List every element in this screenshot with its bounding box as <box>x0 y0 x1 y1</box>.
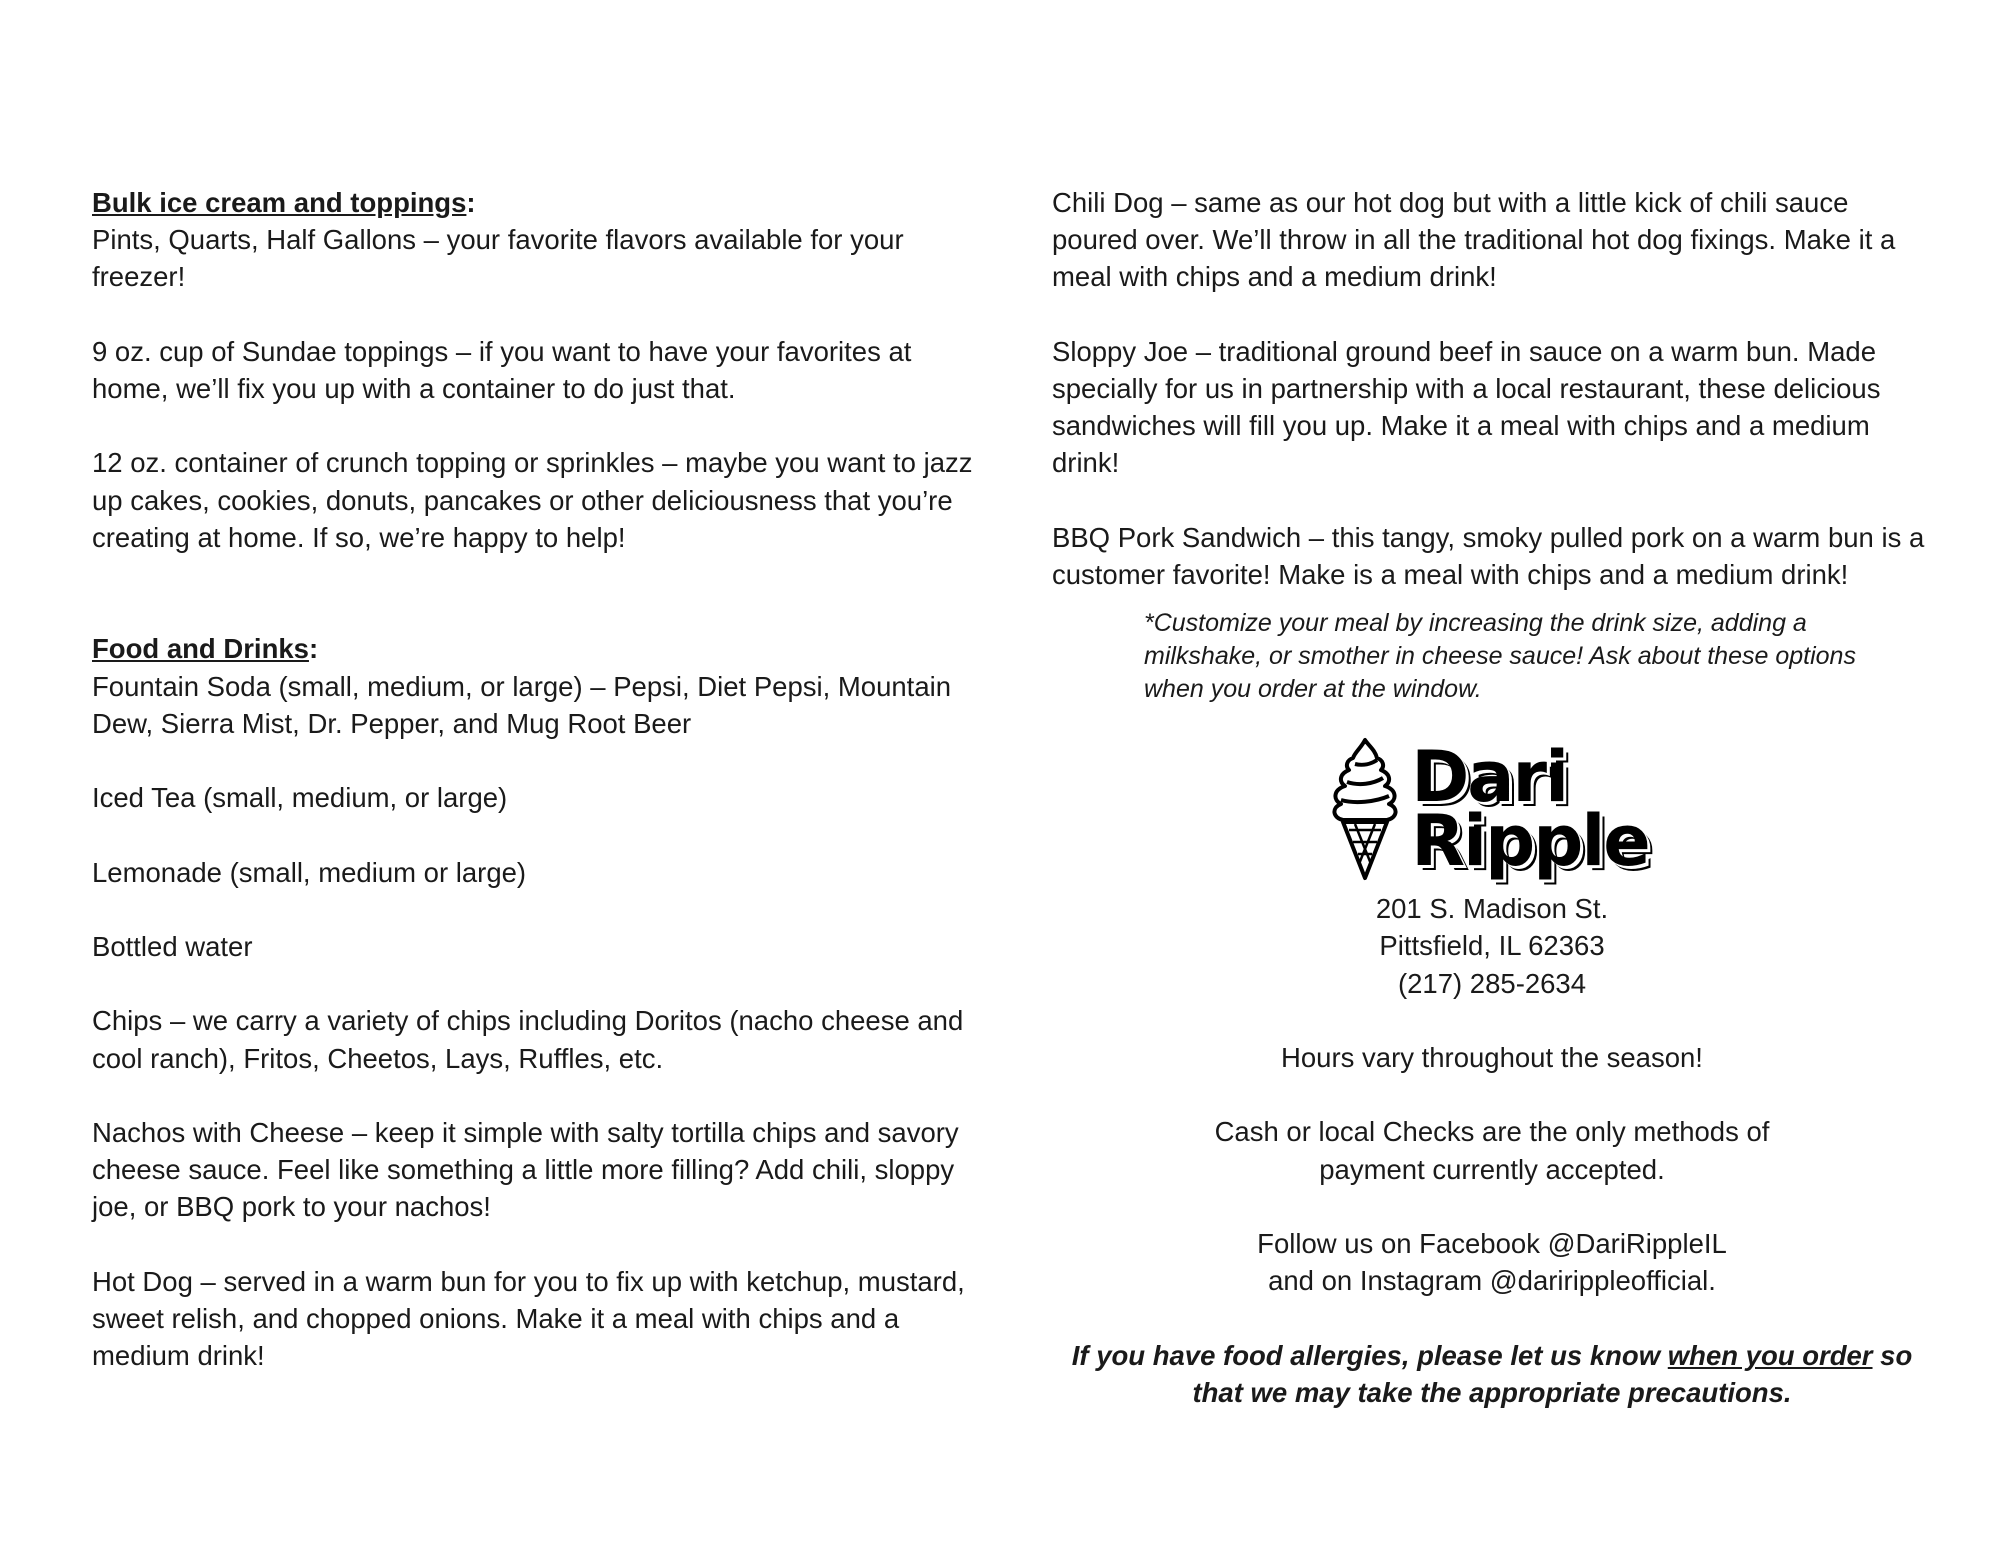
dari-ripple-logo <box>1325 734 1649 884</box>
menu-item-lemonade: Lemonade (small, medium or large) <box>92 856 527 888</box>
menu-item-hot-dog: Hot Dog – served in a warm bun for you to fix up with ketchup, mustard, sweet relish, and chopped onions. Make it a meal with chips and a medium drink! <box>92 1265 965 1372</box>
payment-note: Cash or local Checks are the only methods of payment currently accepted. <box>1214 1116 1770 1185</box>
ice-cream-cone-icon <box>1325 734 1405 884</box>
phone-number: (217) 285-2634 <box>1397 967 1587 999</box>
instagram-handle: and on Instagram @daririppleofficial. <box>1268 1265 1716 1297</box>
menu-item-sundae-toppings: 9 oz. cup of Sundae toppings – if you want to have your favorites at home, we’ll fix you up with a container to do just that. <box>92 335 912 404</box>
left-column <box>92 184 982 1374</box>
menu-item-iced-tea: Iced Tea (small, medium, or large) <box>92 782 508 814</box>
allergy-warning: If you have food allergies, please let us know when you order so that we may take the appropriate precautions. <box>1071 1339 1913 1408</box>
menu-item-nachos: Nachos with Cheese – keep it simple with salty tortilla chips and savory cheese sauce. Feel like something a little more filling? Add chili, sloppy joe, or BBQ pork to your nachos! <box>92 1116 959 1223</box>
facebook-handle: Follow us on Facebook @DariRippleIL <box>1257 1227 1727 1259</box>
menu-item-pints: Pints, Quarts, Half Gallons – your favorite flavors available for your freezer! <box>92 224 904 293</box>
section-heading-food: Food and Drinks: <box>92 633 319 665</box>
social-note <box>1052 1225 1932 1299</box>
menu-item-sloppy-joe: Sloppy Joe – traditional ground beef in sauce on a warm bun. Made specially for us in partnership with a local restaurant, these delicious sandwiches will fill you up. Make it a meal with chips and a medium drink! <box>1052 335 1881 479</box>
right-column <box>1052 184 1932 1411</box>
logo-wrap <box>1042 734 1932 884</box>
menu-item-fountain-soda: Fountain Soda (small, medium, or large) – Pepsi, Diet Pepsi, Mountain Dew, Sierra Mist, Dr. Pepper, and Mug Root Beer <box>92 670 952 739</box>
logo-text: Dari Ripple <box>1411 736 1649 883</box>
menu-item-bottled-water: Bottled water <box>92 930 253 962</box>
address-street: 201 S. Madison St. <box>1375 893 1609 925</box>
menu-item-chili-dog: Chili Dog – same as our hot dog but with a little kick of chili sauce poured over. We’ll throw in all the traditional hot dog fixings. Make it a meal with chips and a medium drink! <box>1052 187 1896 293</box>
address-city: Pittsfield, IL 62363 <box>1379 930 1605 962</box>
menu-item-chips: Chips – we carry a variety of chips including Doritos (nacho cheese and cool ranch), Fritos, Cheetos, Lays, Ruffles, etc. <box>92 1005 964 1074</box>
hours-note: Hours vary throughout the season! <box>1281 1042 1703 1073</box>
address <box>1052 890 1932 1002</box>
customize-note: *Customize your meal by increasing the drink size, adding a milkshake, or smother in cheese sauce! Ask about these options when you order at the window. <box>1144 609 1856 704</box>
menu-item-crunch-topping: 12 oz. container of crunch topping or sprinkles – maybe you want to jazz up cakes, cookies, donuts, pancakes or other deliciousness that you’re creating at home. If so, we’re happy to help! <box>92 447 973 553</box>
menu-item-bbq-pork: BBQ Pork Sandwich – this tangy, smoky pulled pork on a warm bun is a customer favorite! Make is a meal with chips and a medium drink! <box>1052 521 1925 590</box>
section-heading-bulk: Bulk ice cream and toppings: <box>92 187 476 218</box>
